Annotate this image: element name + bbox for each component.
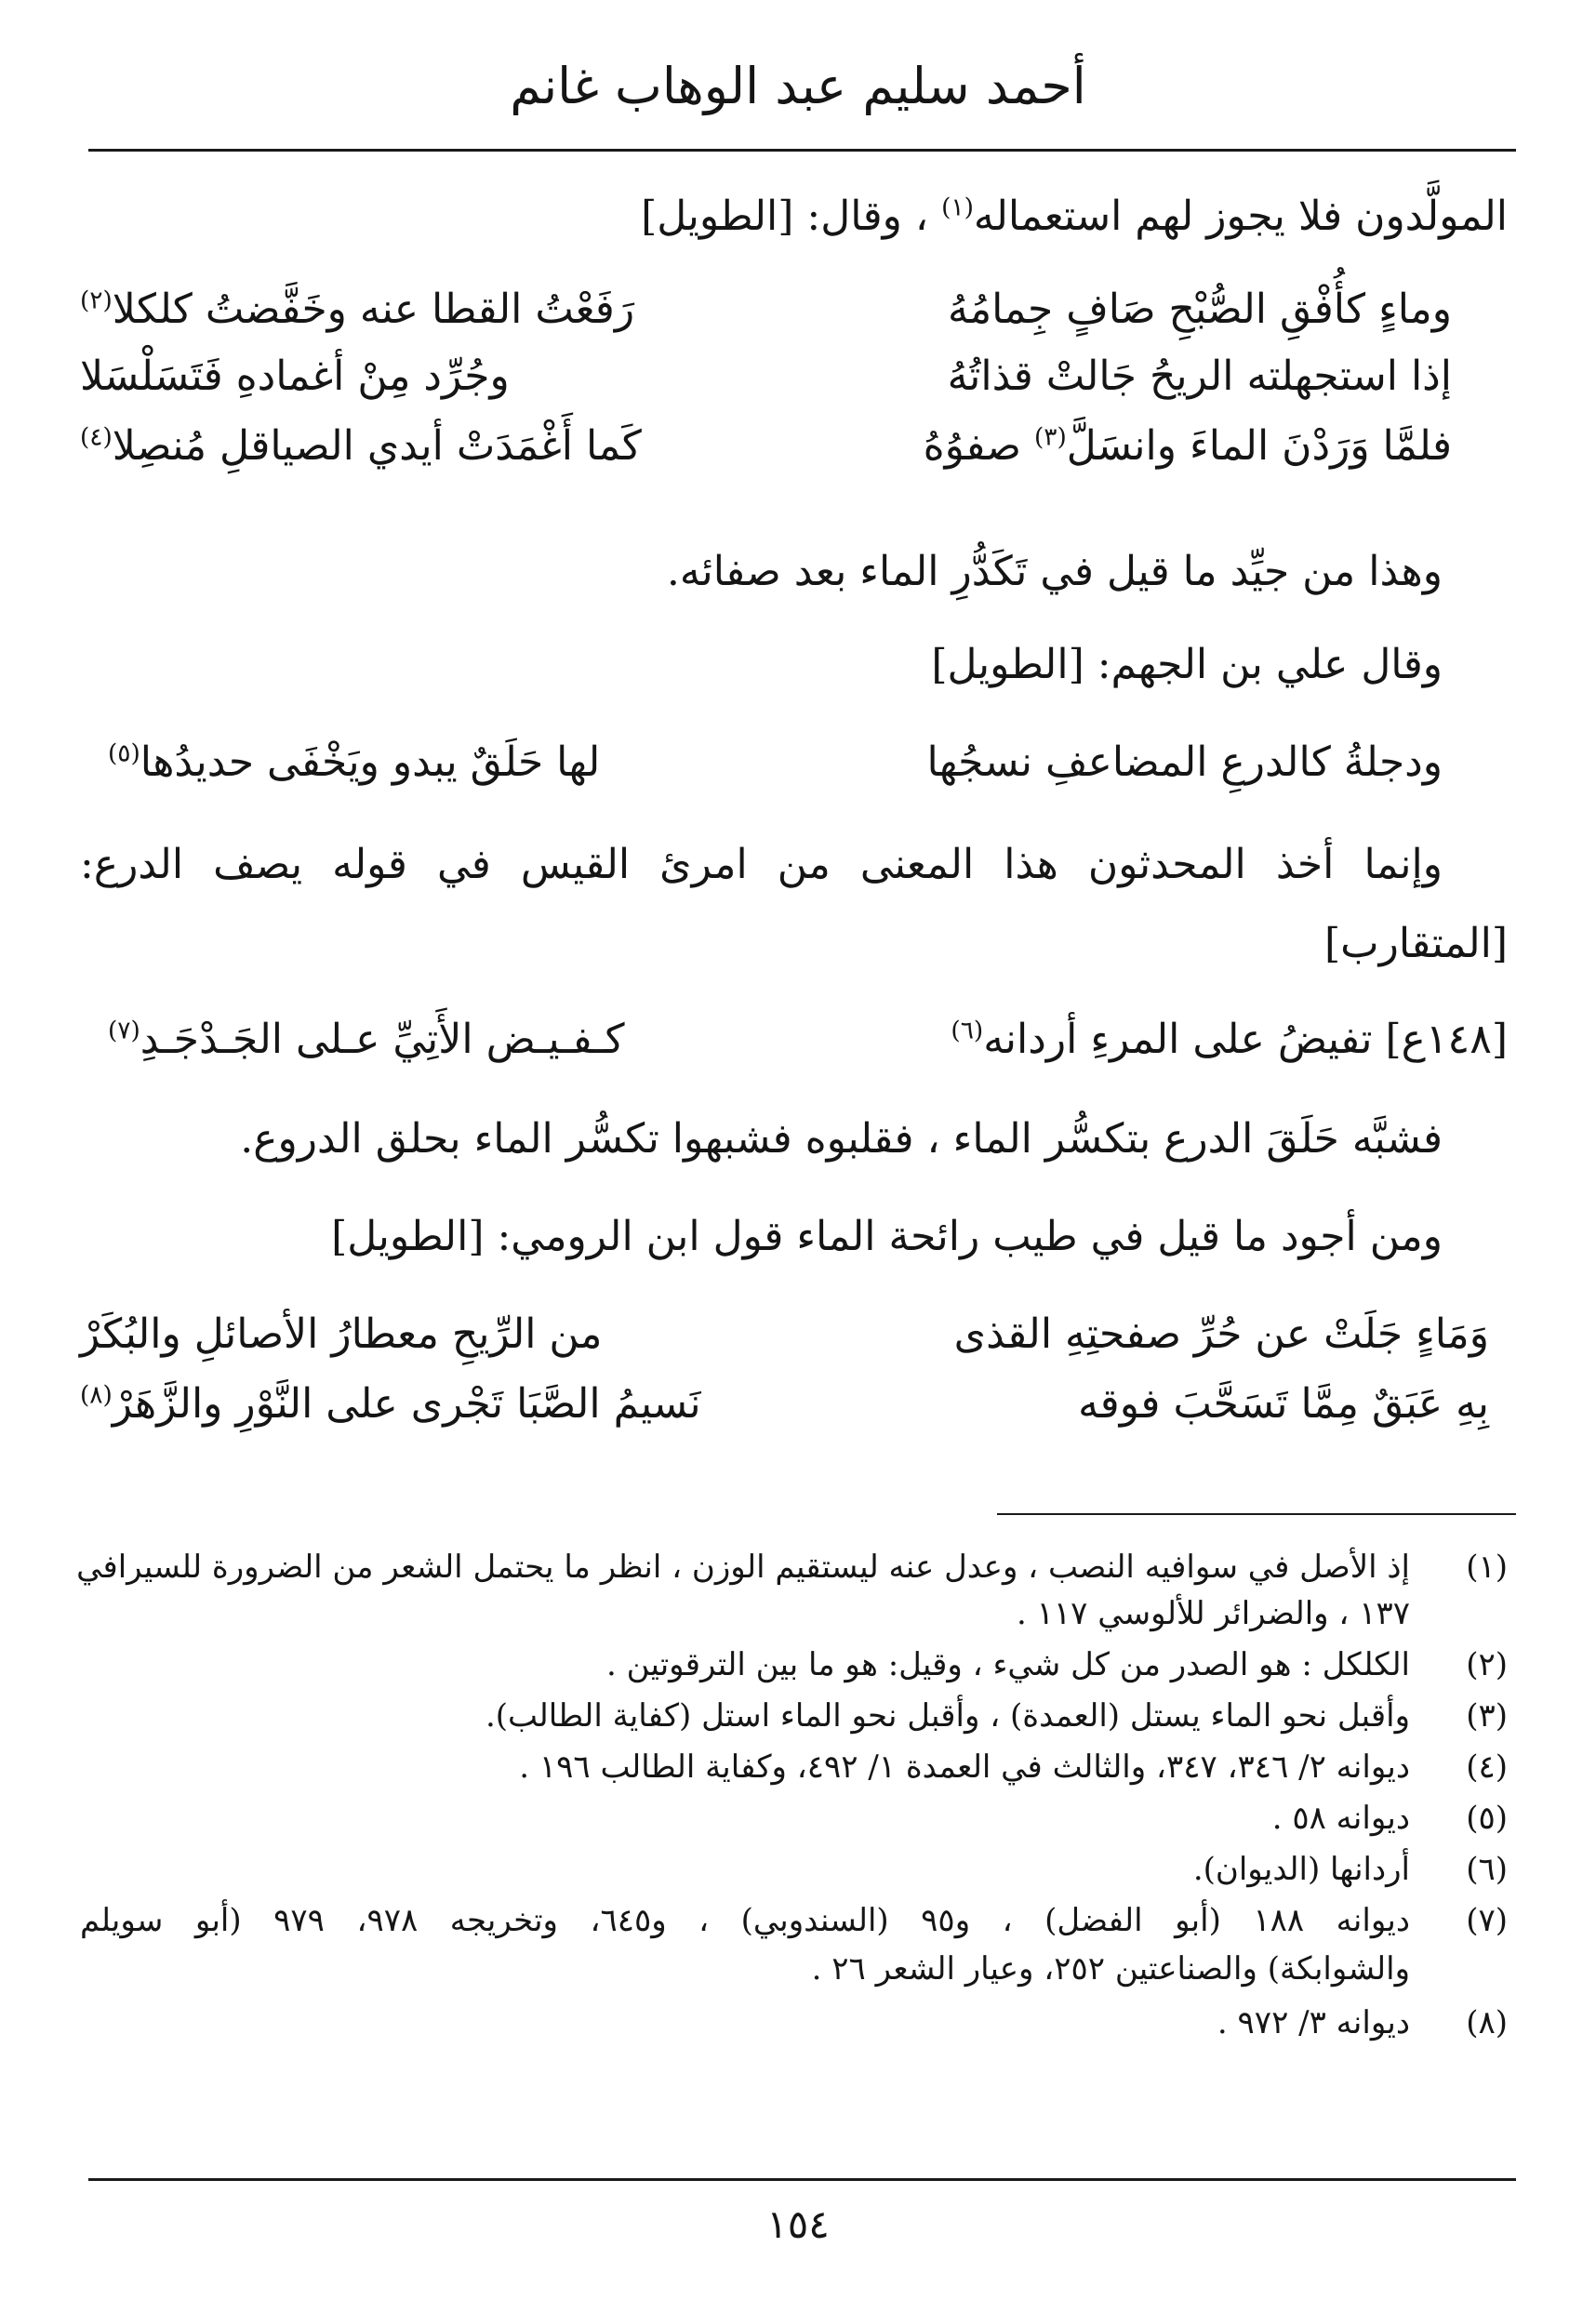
footnote-5-number: (٥) xyxy=(1466,1800,1508,1837)
verse-b-second-hemistich xyxy=(108,730,600,795)
footnote-1-number: (١) xyxy=(1466,1549,1508,1586)
footnote-separator xyxy=(997,1513,1516,1515)
verse-a2 xyxy=(80,344,1508,409)
footnote-1-line-1: إذ الأصل في سوافيه النصب ، وعدل عنه ليستقيم الوزن ، انظر ما يحتمل الشعر من الضرورة للسيرافي xyxy=(76,1549,1410,1586)
verse-c-first-text: [١٤٨ع] تفيضُ على المرءِ أردانه xyxy=(983,1016,1508,1063)
footnote-4-number: (٤) xyxy=(1466,1748,1508,1786)
paragraph-3-line-2: [المتقارب] xyxy=(1323,920,1508,967)
paragraph-5: ومن أجود ما قيل في طيب رائحة الماء قول ابن الرومي: [الطويل] xyxy=(331,1213,1443,1260)
verse-a2-second-hemistich: وجُرِّد مِنْ أغمادهِ فَتَسَلْسَلا xyxy=(80,352,510,400)
footnote-ref-5[interactable]: (٥) xyxy=(108,738,140,768)
verse-a3-first-after: صفوُهُ xyxy=(923,422,1034,470)
verse-a2-first-hemistich: إذا استجهلته الريحُ جَالتْ قذاتُهُ xyxy=(947,352,1452,400)
footnote-8-number: (٨) xyxy=(1466,2004,1508,2041)
page-number: ١٥٤ xyxy=(766,2201,830,2247)
footnote-6-text: أردانها (الديوان). xyxy=(1192,1851,1410,1888)
footnote-1-line-2: ١٣٧ ، والضرائر للألوسي ١١٧ . xyxy=(1017,1595,1410,1632)
footnote-7-number: (٧) xyxy=(1466,1902,1508,1939)
body-line-1-text: المولَّدون فلا يجوز لهم استعماله xyxy=(973,193,1508,240)
verse-a3-second-hemistich xyxy=(80,414,642,479)
paragraph-2: وقال علي بن الجهم: [الطويل] xyxy=(931,641,1443,688)
footnote-ref-7[interactable]: (٧) xyxy=(108,1016,140,1045)
verse-a1 xyxy=(80,277,1508,342)
footnote-ref-2[interactable]: (٢) xyxy=(80,286,113,315)
paragraph-1: وهذا من جيِّد ما قيل في تَكَدُّرِ الماء بعد صفائه. xyxy=(666,548,1443,595)
verse-d1 xyxy=(80,1302,1508,1367)
verse-d2-second-hemistich xyxy=(80,1372,701,1437)
verse-a1-second-hemistich xyxy=(80,277,634,342)
body-line-1-after: ، وقال: [الطويل] xyxy=(641,193,942,240)
verse-b xyxy=(80,730,1508,795)
footnote-ref-4[interactable]: (٤) xyxy=(80,422,113,452)
footnote-ref-1[interactable]: (١) xyxy=(941,193,974,222)
footer-rule xyxy=(88,2178,1516,2181)
verse-a1-second-text: رَفَعْتُ القطا عنه وخَفَّضتُ كلكلا xyxy=(112,286,635,333)
footnote-7-line-1: ديوانه ١٨٨ (أبو الفضل) ، و٩٥ (السندوبي) ، و٦٤٥، وتخريجه ٩٧٨، ٩٧٩ (أبو سويلم xyxy=(80,1902,1410,1939)
footnote-ref-8[interactable]: (٨) xyxy=(80,1380,113,1410)
footnote-2-number: (٢) xyxy=(1466,1646,1508,1683)
header-rule xyxy=(88,149,1516,152)
running-header-author: أحمد سليم عبد الوهاب غانم xyxy=(510,57,1086,115)
verse-d2-first-hemistich: بِهِ عَبَقٌ مِمَّا تَسَحَّبَ فوقه xyxy=(1078,1380,1489,1428)
verse-c-second-text: كـفـيـض الأَتِيِّ عـلى الجَـدْجَـدِ xyxy=(140,1016,625,1063)
footnote-2-text: الكلكل : هو الصدر من كل شيء ، وقيل: هو ما بين الترقوتين . xyxy=(605,1646,1410,1683)
footnote-3-number: (٣) xyxy=(1466,1697,1508,1735)
verse-d1-second-hemistich: من الرِّيحِ معطارُ الأصائلِ والبُكَرْ xyxy=(80,1310,603,1358)
footnote-3-text: وأقبل نحو الماء يستل (العمدة) ، وأقبل نحو الماء استل (كفاية الطالب). xyxy=(485,1697,1410,1735)
verse-b-first-hemistich: ودجلةُ كالدرعِ المضاعفِ نسجُها xyxy=(926,738,1443,786)
footnote-6-number: (٦) xyxy=(1466,1851,1508,1888)
footnote-4-text: ديوانه ٢/ ٣٤٦، ٣٤٧، والثالث في العمدة ١/ ٤٩٢، وكفاية الطالب ١٩٦ . xyxy=(519,1748,1410,1786)
verse-a3 xyxy=(80,414,1508,479)
footnote-7-line-2: والشوابكة) والصناعتين ٢٥٢، وعيار الشعر ٢٦ . xyxy=(811,1950,1410,1988)
verse-c-second-hemistich xyxy=(108,1007,625,1072)
footnote-ref-6[interactable]: (٦) xyxy=(951,1016,984,1045)
paragraph-4: فشبَّه حَلَقَ الدرع بتكسُّر الماء ، فقلبوه فشبهوا تكسُّر الماء بحلق الدروع. xyxy=(240,1115,1443,1163)
verse-a3-first-hemistich xyxy=(924,414,1452,479)
body-line-1 xyxy=(80,184,1508,249)
verse-c-first-hemistich xyxy=(951,1007,1508,1072)
verse-d2 xyxy=(80,1372,1508,1437)
verse-a3-second-text: كَما أَغْمَدَتْ أيدي الصياقلِ مُنصِلا xyxy=(112,422,642,470)
verse-d1-first-hemistich: وَمَاءٍ جَلَتْ عن حُرِّ صفحتِهِ القذى xyxy=(953,1310,1489,1358)
footnote-8-text: ديوانه ٣/ ٩٧٢ . xyxy=(1217,2004,1410,2041)
verse-c xyxy=(80,1007,1508,1072)
verse-b-second-text: لها حَلَقٌ يبدو ويَخْفَى حديدُها xyxy=(140,738,601,786)
footnote-ref-3[interactable]: (٣) xyxy=(1033,422,1067,452)
verse-a3-first-text: فلمَّا وَرَدْنَ الماءَ وانسَلَّ xyxy=(1066,422,1452,470)
verse-d2-second-text: نَسيمُ الصَّبَا تَجْرى على النَّوْرِ والزَّهَرْ xyxy=(112,1380,701,1428)
verse-a1-first-hemistich: وماءٍ كأُفْقِ الصُّبْحِ صَافٍ جِمامُهُ xyxy=(948,286,1452,333)
paragraph-3-line-1: وإنما أخذ المحدثون هذا المعنى من امرئ القيس في قوله يصف الدرع: xyxy=(80,841,1443,888)
footnote-5-text: ديوانه ٥٨ . xyxy=(1271,1800,1410,1837)
